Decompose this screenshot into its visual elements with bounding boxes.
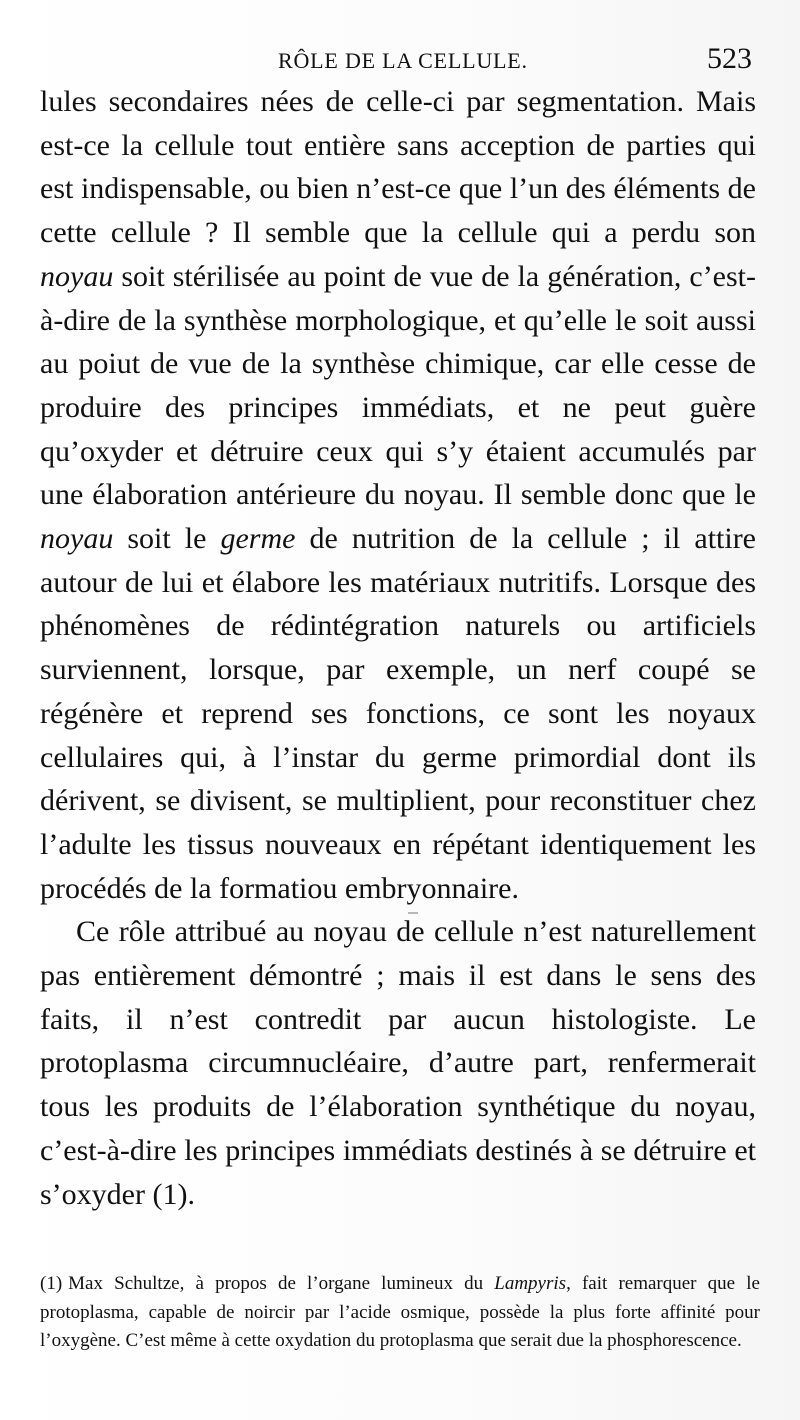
paragraph-2: Ce rôle attribué au noyau de cellule n’est naturellement pas entièrement démontré ; mais il est dans le sens des faits, il n’est contredit par aucun histologiste. Le protoplasma circumnucléaire, d’autre part, renfermerait tous les produits de l’élaboration synthétique du noyau, c’est-à-dire les principes immédiats destinés à se détruire et s’oxyder (1).: [40, 915, 756, 1211]
italic-noyau-2: noyau: [40, 522, 114, 556]
running-title: RÔLE DE LA CELLULE.: [278, 48, 528, 73]
page-header: [40, 42, 752, 82]
paragraph-1-text-4: de nutrition de la cellule ; il attire autour de lui et élabore les matériaux nutritifs. Lorsque des phénomènes de rédintégration naturels ou artificiels surviennent, lorsque, par exemple, un nerf coupé se régénère et reprend ses fonctions, ce sont les noyaux cellulaires qui, à l’instar du germe primordial dont ils dérivent, se divisent, se multiplient, pour reconstituer chez l’adulte les tissus nouveaux en répétant identiquement les procédés de la formatiou embryonnaire.: [40, 522, 756, 905]
paragraph-1: [40, 80, 756, 910]
italic-noyau-1: noyau: [40, 259, 114, 293]
footnote: [40, 1270, 760, 1356]
footnote-italic-lampyris: Lampyris: [494, 1273, 567, 1294]
paragraph-1-text-3: soit le: [113, 522, 221, 556]
page-number: 523: [707, 42, 752, 75]
footnote-marker: (1): [40, 1273, 63, 1294]
paragraph-1-text-1: lules secondaires nées de celle-ci par segmentation. Mais est-ce la cellule tout entière sans acception de parties qui est indispensable, ou bien n’est-ce que l’un des éléments de cette cellule ? Il semble que la cellule qui a perdu son: [40, 85, 756, 250]
footnote-text-2: , fait remarquer que le protoplasma, capable de noircir par l’acide osmique, possède la plus forte affinité pour l’oxygène. C’est même à cette oxydation du protoplasma que serait due la phosphorescence.: [40, 1273, 760, 1351]
ink-mark: [408, 912, 418, 914]
paragraph-1-text-2: soit stérilisée au point de vue de la génération, c’est-à-dire de la synthèse morphologique, et qu’elle le soit aussi au poiut de vue de la synthèse chimique, car elle cesse de produire des principes immédiats, et ne peut guère qu’oxyder et détruire ceux qui s’y étaient accumulés par une élaboration antérieure du noyau. Il semble donc que le: [40, 259, 756, 512]
footnote-text-1: Max Schultze, à propos de l’organe lumineux du: [68, 1273, 495, 1294]
main-text: [40, 80, 756, 1216]
italic-germe: germe: [220, 522, 296, 556]
